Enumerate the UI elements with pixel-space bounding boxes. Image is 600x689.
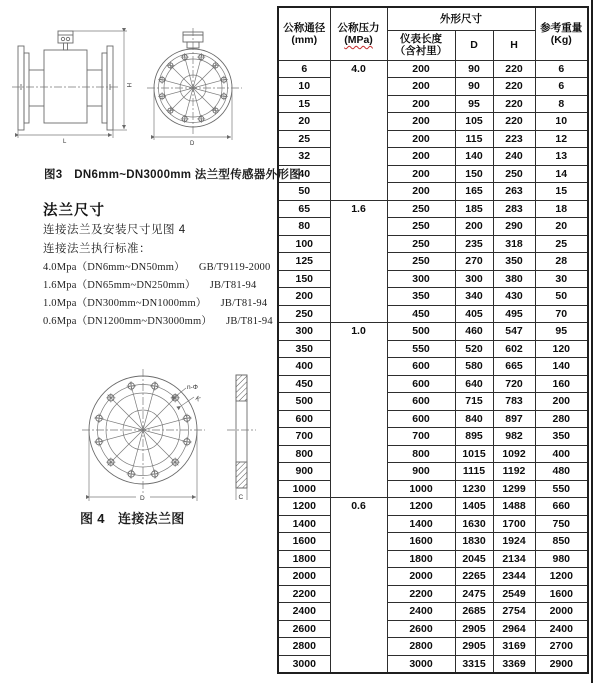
- cell-h: 1924: [493, 533, 535, 551]
- table-row: [278, 165, 588, 183]
- cell-length: 200: [387, 78, 455, 96]
- flange-diameter-label: D: [140, 495, 145, 502]
- col-header-length-line2: （含衬里）: [394, 45, 448, 57]
- cell-h: 783: [493, 393, 535, 411]
- cell-weight: 140: [535, 358, 588, 376]
- standard-code: GB/T9119-2000: [198, 262, 271, 273]
- col-header-weight-unit: (Kg): [550, 33, 572, 46]
- cell-h: 2344: [493, 568, 535, 586]
- table-row: [278, 498, 588, 516]
- cell-dn: 125: [278, 253, 330, 271]
- cell-dn: 20: [278, 113, 330, 131]
- table-row: [278, 78, 588, 96]
- cell-h: 2964: [493, 620, 535, 638]
- cell-d: 115: [455, 130, 493, 148]
- cell-dn: 500: [278, 393, 330, 411]
- cell-length: 1000: [387, 480, 455, 498]
- cell-dn: 65: [278, 200, 330, 218]
- cell-h: 430: [493, 288, 535, 306]
- cell-d: 90: [455, 78, 493, 96]
- table-row: [278, 603, 588, 621]
- cell-h: 1299: [493, 480, 535, 498]
- col-header-length: [387, 30, 455, 60]
- cell-dn: 3000: [278, 655, 330, 673]
- cell-h: 380: [493, 270, 535, 288]
- cell-h: 897: [493, 410, 535, 428]
- cell-length: 300: [387, 270, 455, 288]
- cell-weight: 18: [535, 200, 588, 218]
- cell-h: 602: [493, 340, 535, 358]
- cell-length: 1400: [387, 515, 455, 533]
- col-header-dn: [278, 7, 330, 60]
- flange-intro-line: 连接法兰及安装尺寸见图 4: [43, 224, 186, 236]
- table-row: [278, 288, 588, 306]
- cell-length: 1800: [387, 550, 455, 568]
- flange-thickness-label: C: [238, 494, 244, 501]
- cell-h: 2134: [493, 550, 535, 568]
- cell-h: 1700: [493, 515, 535, 533]
- cell-weight: 2400: [535, 620, 588, 638]
- cell-d: 715: [455, 393, 493, 411]
- standard-range: 0.6Mpa（DN1200mm~DN3000mm）: [43, 316, 213, 327]
- cell-d: 405: [455, 305, 493, 323]
- cell-d: 90: [455, 60, 493, 78]
- cell-d: 300: [455, 270, 493, 288]
- flange-standard-row: [43, 277, 256, 292]
- cell-pressure: 1.0: [330, 323, 387, 498]
- cell-d: 3315: [455, 655, 493, 673]
- cell-weight: 350: [535, 428, 588, 446]
- cell-d: 1405: [455, 498, 493, 516]
- cell-weight: 95: [535, 323, 588, 341]
- cell-h: 350: [493, 253, 535, 271]
- cell-dn: 1800: [278, 550, 330, 568]
- cell-d: 2905: [455, 638, 493, 656]
- cell-weight: 12: [535, 130, 588, 148]
- cell-d: 165: [455, 183, 493, 201]
- cell-length: 2800: [387, 638, 455, 656]
- cell-d: 2685: [455, 603, 493, 621]
- cell-h: 220: [493, 60, 535, 78]
- col-header-d: [455, 30, 493, 60]
- cell-weight: 20: [535, 218, 588, 236]
- cell-length: 250: [387, 200, 455, 218]
- cell-dn: 2600: [278, 620, 330, 638]
- dimension-table-body: [278, 60, 588, 673]
- cell-d: 95: [455, 95, 493, 113]
- col-header-pressure-unit: (MPa): [344, 33, 373, 46]
- dim-label-h: H: [125, 83, 131, 88]
- dim-label-l: L: [63, 139, 67, 145]
- table-row: [278, 428, 588, 446]
- cell-h: 1488: [493, 498, 535, 516]
- cell-h: 220: [493, 78, 535, 96]
- cell-d: 340: [455, 288, 493, 306]
- cell-h: 720: [493, 375, 535, 393]
- cell-weight: 2900: [535, 655, 588, 673]
- cell-h: 250: [493, 165, 535, 183]
- cell-pressure: 0.6: [330, 498, 387, 674]
- figure4-caption: 图 4 连接法兰图: [80, 511, 185, 526]
- cell-length: 550: [387, 340, 455, 358]
- cell-dn: 6: [278, 60, 330, 78]
- cell-h: 495: [493, 305, 535, 323]
- cell-h: 2754: [493, 603, 535, 621]
- cell-weight: 8: [535, 95, 588, 113]
- table-row: [278, 95, 588, 113]
- cell-d: 270: [455, 253, 493, 271]
- page-border: [591, 0, 593, 683]
- col-header-dimensions: [387, 7, 535, 30]
- table-row: [278, 130, 588, 148]
- cell-dn: 40: [278, 165, 330, 183]
- cell-d: 105: [455, 113, 493, 131]
- cell-h: 982: [493, 428, 535, 446]
- cell-length: 700: [387, 428, 455, 446]
- cell-length: 600: [387, 410, 455, 428]
- cell-length: 200: [387, 130, 455, 148]
- table-row: [278, 620, 588, 638]
- cell-weight: 50: [535, 288, 588, 306]
- cell-weight: 70: [535, 305, 588, 323]
- col-header-dimensions-label: 外形尺寸: [440, 12, 482, 25]
- cell-length: 350: [387, 288, 455, 306]
- cell-h: 318: [493, 235, 535, 253]
- cell-length: 500: [387, 323, 455, 341]
- table-row: [278, 410, 588, 428]
- cell-length: 600: [387, 375, 455, 393]
- cell-length: 1600: [387, 533, 455, 551]
- cell-d: 1630: [455, 515, 493, 533]
- cell-h: 263: [493, 183, 535, 201]
- table-row: [278, 358, 588, 376]
- cell-weight: 480: [535, 463, 588, 481]
- col-header-dn-unit: (mm): [291, 33, 318, 46]
- cell-weight: 6: [535, 60, 588, 78]
- cell-d: 1830: [455, 533, 493, 551]
- table-row: [278, 375, 588, 393]
- cell-weight: 6: [535, 78, 588, 96]
- figure3-drawing: [6, 16, 268, 158]
- bolt-circle-label: K: [193, 395, 202, 404]
- table-row: [278, 550, 588, 568]
- table-row: [278, 480, 588, 498]
- cell-d: 140: [455, 148, 493, 166]
- col-header-pressure: [330, 7, 387, 60]
- col-header-pressure-label: 公称压力: [337, 21, 380, 34]
- cell-h: 665: [493, 358, 535, 376]
- cell-length: 250: [387, 218, 455, 236]
- figure4-drawing: [42, 343, 267, 513]
- flange-standard-title: 连接法兰执行标准：: [43, 243, 151, 255]
- cell-length: 900: [387, 463, 455, 481]
- cell-dn: 50: [278, 183, 330, 201]
- cell-weight: 2700: [535, 638, 588, 656]
- flange-face-view: [82, 369, 205, 502]
- cell-weight: 550: [535, 480, 588, 498]
- cell-h: 2549: [493, 585, 535, 603]
- cell-dn: 2800: [278, 638, 330, 656]
- cell-d: 1230: [455, 480, 493, 498]
- dim-label-d: D: [190, 141, 195, 147]
- cell-length: 200: [387, 95, 455, 113]
- cell-length: 2600: [387, 620, 455, 638]
- cell-weight: 400: [535, 445, 588, 463]
- cell-dn: 15: [278, 95, 330, 113]
- cell-dn: 2000: [278, 568, 330, 586]
- dimension-table: [277, 6, 589, 674]
- flange-section-view: [227, 375, 256, 501]
- cell-dn: 400: [278, 358, 330, 376]
- cell-d: 200: [455, 218, 493, 236]
- junction-box-icon: [58, 31, 73, 50]
- cell-h: 290: [493, 218, 535, 236]
- cell-dn: 800: [278, 445, 330, 463]
- bolt-holes-label: n-Φ: [187, 384, 198, 391]
- standard-range: 1.0Mpa（DN300mm~DN1000mm）: [43, 298, 207, 309]
- cell-d: 150: [455, 165, 493, 183]
- front-view: [147, 28, 242, 147]
- standard-code: JB/T81-94: [209, 280, 257, 291]
- side-view: [12, 31, 131, 145]
- cell-h: 1092: [493, 445, 535, 463]
- cell-length: 3000: [387, 655, 455, 673]
- cell-length: 600: [387, 393, 455, 411]
- table-row: [278, 323, 588, 341]
- cell-length: 2400: [387, 603, 455, 621]
- table-row: [278, 270, 588, 288]
- cell-length: 600: [387, 358, 455, 376]
- table-row: [278, 533, 588, 551]
- cell-dn: 2200: [278, 585, 330, 603]
- cell-dn: 1400: [278, 515, 330, 533]
- cell-weight: 660: [535, 498, 588, 516]
- cell-weight: 14: [535, 165, 588, 183]
- flange-standard-row: [43, 295, 267, 310]
- standard-code: JB/T81-94: [220, 298, 268, 309]
- cell-dn: 900: [278, 463, 330, 481]
- cell-dn: 32: [278, 148, 330, 166]
- cell-h: 1192: [493, 463, 535, 481]
- cell-length: 200: [387, 148, 455, 166]
- cell-weight: 120: [535, 340, 588, 358]
- table-row: [278, 515, 588, 533]
- cell-dn: 25: [278, 130, 330, 148]
- cell-dn: 80: [278, 218, 330, 236]
- cell-weight: 2000: [535, 603, 588, 621]
- table-row: [278, 305, 588, 323]
- cell-dn: 200: [278, 288, 330, 306]
- cell-h: 283: [493, 200, 535, 218]
- table-row: [278, 585, 588, 603]
- cell-dn: 250: [278, 305, 330, 323]
- cell-d: 185: [455, 200, 493, 218]
- cell-length: 250: [387, 235, 455, 253]
- table-row: [278, 393, 588, 411]
- table-row: [278, 183, 588, 201]
- cell-dn: 600: [278, 410, 330, 428]
- cell-pressure: 1.6: [330, 200, 387, 323]
- cell-h: 3169: [493, 638, 535, 656]
- table-row: [278, 655, 588, 673]
- table-row: [278, 60, 588, 78]
- cell-length: 2000: [387, 568, 455, 586]
- cell-h: 223: [493, 130, 535, 148]
- dimension-table-header: [278, 7, 588, 60]
- cell-length: 200: [387, 60, 455, 78]
- table-row: [278, 235, 588, 253]
- table-row: [278, 463, 588, 481]
- cell-dn: 700: [278, 428, 330, 446]
- col-header-weight-label: 参考重量: [540, 21, 583, 34]
- cell-dn: 1200: [278, 498, 330, 516]
- table-row: [278, 638, 588, 656]
- cell-weight: 10: [535, 113, 588, 131]
- cell-h: 547: [493, 323, 535, 341]
- cell-dn: 100: [278, 235, 330, 253]
- cell-length: 800: [387, 445, 455, 463]
- cell-weight: 980: [535, 550, 588, 568]
- table-row: [278, 253, 588, 271]
- cell-d: 895: [455, 428, 493, 446]
- cell-weight: 30: [535, 270, 588, 288]
- cell-d: 1115: [455, 463, 493, 481]
- cell-d: 2265: [455, 568, 493, 586]
- cell-dn: 150: [278, 270, 330, 288]
- cell-weight: 280: [535, 410, 588, 428]
- cell-pressure: 4.0: [330, 60, 387, 200]
- col-header-weight: [535, 7, 588, 60]
- cell-dn: 450: [278, 375, 330, 393]
- figure3-caption: 图3 DN6mm~DN3000mm 法兰型传感器外形图: [44, 169, 302, 181]
- standard-code: JB/T81-94: [226, 316, 273, 327]
- cell-weight: 750: [535, 515, 588, 533]
- cell-d: 235: [455, 235, 493, 253]
- col-header-dn-label: 公称通径: [283, 21, 326, 34]
- cell-dn: 10: [278, 78, 330, 96]
- cell-dn: 1600: [278, 533, 330, 551]
- cell-weight: 160: [535, 375, 588, 393]
- cell-weight: 1600: [535, 585, 588, 603]
- cell-weight: 25: [535, 235, 588, 253]
- table-row: [278, 218, 588, 236]
- cell-d: 840: [455, 410, 493, 428]
- col-header-length-line1: 仪表长度: [400, 32, 442, 45]
- col-header-h-label: H: [510, 38, 518, 51]
- cell-d: 460: [455, 323, 493, 341]
- col-header-h: [493, 30, 535, 60]
- cell-d: 1015: [455, 445, 493, 463]
- cell-h: 3369: [493, 655, 535, 673]
- table-row: [278, 200, 588, 218]
- table-row: [278, 340, 588, 358]
- cell-length: 1200: [387, 498, 455, 516]
- cell-weight: 200: [535, 393, 588, 411]
- cell-weight: 28: [535, 253, 588, 271]
- cell-dn: 2400: [278, 603, 330, 621]
- cell-length: 200: [387, 183, 455, 201]
- flange-standard-row: [43, 313, 273, 328]
- cell-weight: 1200: [535, 568, 588, 586]
- cell-d: 2475: [455, 585, 493, 603]
- cell-d: 640: [455, 375, 493, 393]
- cell-d: 520: [455, 340, 493, 358]
- cell-h: 220: [493, 113, 535, 131]
- cell-dn: 300: [278, 323, 330, 341]
- cell-length: 200: [387, 165, 455, 183]
- standard-range: 1.6Mpa（DN65mm~DN250mm）: [43, 280, 196, 291]
- cell-h: 220: [493, 95, 535, 113]
- cell-weight: 850: [535, 533, 588, 551]
- table-row: [278, 148, 588, 166]
- cell-length: 2200: [387, 585, 455, 603]
- table-row: [278, 445, 588, 463]
- cell-d: 580: [455, 358, 493, 376]
- col-header-d-label: D: [470, 38, 478, 51]
- standard-range: 4.0Mpa（DN6mm~DN50mm）: [43, 262, 185, 273]
- cell-length: 450: [387, 305, 455, 323]
- cell-h: 240: [493, 148, 535, 166]
- flange-section-heading: 法兰尺寸: [43, 203, 105, 219]
- cell-length: 200: [387, 113, 455, 131]
- cell-d: 2045: [455, 550, 493, 568]
- cell-d: 2905: [455, 620, 493, 638]
- flange-standard-row: [43, 259, 270, 274]
- cell-weight: 15: [535, 183, 588, 201]
- cell-dn: 350: [278, 340, 330, 358]
- cell-weight: 13: [535, 148, 588, 166]
- table-row: [278, 113, 588, 131]
- table-row: [278, 568, 588, 586]
- cell-length: 250: [387, 253, 455, 271]
- cell-dn: 1000: [278, 480, 330, 498]
